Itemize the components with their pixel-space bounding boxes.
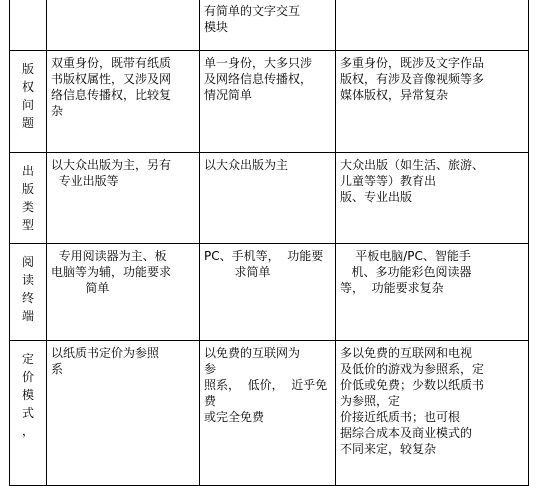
- cell-col3: [336, 153, 529, 244]
- row-header-char: 权: [21, 80, 34, 94]
- cell-text-line: 以免费的互联网为: [204, 346, 301, 360]
- cell-text-line: 据综合成本及商业模式的: [340, 426, 473, 440]
- cell-text-line: 专用阅读器为主、板: [51, 249, 167, 263]
- row-header-cell: [10, 341, 47, 486]
- cell-text-line: 模块: [204, 20, 229, 34]
- cell-text-line: 价低或免费；少数以纸质书: [340, 378, 485, 392]
- cell-col3: [336, 51, 529, 153]
- row-header-char: 问: [21, 98, 34, 112]
- row-header-char: 类: [21, 200, 34, 214]
- row-header-char: 式: [21, 406, 34, 420]
- cell-text-line: 以纸质书定价为参照: [51, 346, 160, 360]
- cell-text-line: 及低价的游戏为参照系，定: [340, 362, 485, 376]
- row-header-char: 出: [21, 164, 34, 178]
- cell-col1: [47, 51, 200, 153]
- cell-text-line: 价接近纸质书；也可根: [340, 410, 461, 424]
- row-header-char: 模: [21, 388, 34, 402]
- row-header-char: 终: [21, 291, 34, 305]
- cell-col3: [336, 341, 529, 486]
- cell-text-line: 机、多功能彩色阅读器: [340, 265, 472, 279]
- cell-text-line: 情况简单: [204, 88, 253, 102]
- cell-text-line: 有简单的文字交互: [204, 4, 301, 18]
- row-header-char: 阅: [21, 255, 34, 269]
- cell-text-line: 不同来定，较复杂: [340, 442, 437, 456]
- cell-col1: [47, 244, 200, 341]
- comparison-table: [9, 0, 529, 486]
- row-header-char: 定: [21, 352, 34, 366]
- cell-text-line: 双重身份，既带有纸质: [51, 56, 172, 70]
- cell-text-line: 媒体版权，异常复杂: [340, 88, 449, 102]
- table-row-copyright: [10, 51, 529, 153]
- row-header-cell: [10, 0, 47, 51]
- cell-text-line: 单一身份，大多只涉: [204, 56, 313, 70]
- cell-text-line: 以大众出版为主: [204, 158, 289, 172]
- cell-text-line: 络信息传播权，比较复: [51, 88, 172, 102]
- cell-text-line: 及网络信息传播权，: [204, 72, 313, 86]
- cell-text-line: 平板电脑/PC、智能手: [340, 249, 471, 263]
- cell-col1: [47, 0, 200, 51]
- cell-text-line: 系: [51, 362, 64, 376]
- cell-text-line: 电脑等为辅，功能要求: [51, 265, 172, 279]
- cell-text-line: 儿童等等）教育出: [340, 174, 437, 188]
- cell-text-line: 参: [204, 362, 217, 376]
- cell-col2: [200, 341, 336, 486]
- cell-text-line: 等， 功能要求复杂: [340, 281, 444, 295]
- cell-col2: [200, 51, 336, 153]
- table-row-publish-type: [10, 153, 529, 244]
- cell-text-line: 或完全免费: [204, 410, 265, 424]
- row-header-cell: [10, 51, 47, 153]
- row-header-char: 版: [21, 62, 34, 76]
- cell-text-line: 多以免费的互联网和电视: [340, 346, 473, 360]
- row-header-char: 端: [21, 309, 34, 323]
- cell-col3: [336, 244, 529, 341]
- row-header-char: 型: [21, 218, 34, 232]
- cell-col3: [336, 0, 529, 51]
- cell-text-line: 简单: [51, 281, 110, 295]
- cell-col2: [200, 153, 336, 244]
- table-row-reading-device: [10, 244, 529, 341]
- cell-text-line: 求简单: [204, 265, 271, 279]
- cell-text-line: 多重身份，既涉及文字作品: [340, 56, 485, 70]
- row-header-cell: [10, 153, 47, 244]
- cell-col2: [200, 244, 336, 341]
- cell-text-line: PC、手机等， 功能要: [204, 249, 324, 263]
- cell-text-line: 以大众出版为主，另有: [51, 158, 172, 172]
- cell-col1: [47, 153, 200, 244]
- cell-text-line: 专业出版等: [51, 174, 119, 188]
- cell-text-line: 版、专业出版: [340, 190, 413, 204]
- cell-text-line: 费: [204, 394, 217, 408]
- cell-text-line: 杂: [51, 104, 64, 118]
- cell-col2: [200, 0, 336, 51]
- row-header-char: 价: [21, 370, 34, 384]
- cell-text-line: 为参照，定: [340, 394, 401, 408]
- row-header-cell: [10, 244, 47, 341]
- table-row-top: [10, 0, 529, 51]
- row-header-char: 版: [21, 182, 34, 196]
- cell-text-line: 大众出版（如生活、旅游、: [340, 158, 485, 172]
- row-header-char: 题: [21, 116, 34, 130]
- table-row-pricing: [10, 341, 529, 486]
- cell-text-line: 版权，有涉及音像视频等多: [340, 72, 485, 86]
- row-header-char: 读: [21, 273, 34, 287]
- row-header-char: ，: [21, 424, 34, 438]
- cell-text-line: 照系， 低价， 近乎免: [204, 378, 328, 392]
- cell-col1: [47, 341, 200, 486]
- cell-text-line: 书版权属性，又涉及网: [51, 72, 172, 86]
